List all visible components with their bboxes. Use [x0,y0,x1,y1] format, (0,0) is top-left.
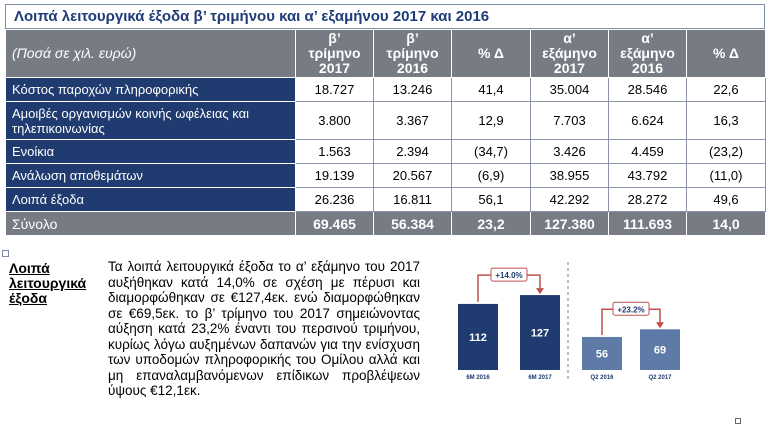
header-pct-q: % Δ [452,30,531,78]
table-cell: 43.792 [609,164,687,188]
header-q2-2016: β’ τρίμηνο 2016 [374,30,452,78]
table-cell: 6.624 [609,102,687,140]
bar-value-label: 127 [530,327,550,340]
table-cell: (11,0) [687,164,766,188]
arrow-head [536,288,544,294]
expenses-table [5,29,766,236]
arrow-head [656,322,664,328]
chart-6m [458,268,560,381]
table-cell: 41,4 [452,78,531,102]
table-row [6,78,766,102]
table-row [6,164,766,188]
table-cell: 28.546 [609,78,687,102]
bar-value-label: 69 [653,344,667,357]
header-6m-2016: α’ εξάμηνο 2016 [609,30,687,78]
row-label: Λοιπά έξοδα [6,188,296,212]
total-row [6,212,766,236]
table-cell: 3.800 [296,102,374,140]
commentary-text: Τα λοιπά λειτουργικά έξοδα το α’ εξάμηνο του 2017 αυξήθηκαν κατά 14,0% σε σχέση με πέρυσι και διαμορφώθηκαν σε €127,4εκ. ενώ διαμορφώθηκαν σε €69,5εκ. το β’ τρίμηνο του 2017 σημειώνοντας αύξηση κατά 23,2% έναντι του περσινού τριμήνου, κυρίως λόγω αυξημένων δαπανών για την ενίσχυση των υποδομών πληροφορικής του Ομίλου αλλά και μη επαναλαμβανόμενων επίδικων προβλέψεων ύψους €12,1εκ. [108,259,420,398]
header-pct-6m: % Δ [687,30,766,78]
table-cell: 12,9 [452,102,531,140]
table-cell: 3.426 [531,140,609,164]
total-cell: 127.380 [531,212,609,236]
table-cell: 19.139 [296,164,374,188]
table-cell: (34,7) [452,140,531,164]
growth-label: +14.0% [495,271,523,281]
total-cell: 56.384 [374,212,452,236]
total-label: Σύνολο [6,212,296,236]
table-cell: 13.246 [374,78,452,102]
table-cell: 3.367 [374,102,452,140]
bar-value-label: 56 [595,348,609,361]
table-cell: 16.811 [374,188,452,212]
total-cell: 69.465 [296,212,374,236]
category-label: Q2 2017 [648,375,672,381]
table-cell: 38.955 [531,164,609,188]
bar-value-label: 112 [469,331,487,344]
row-label: Κόστος παροχών πληροφορικής [6,78,296,102]
section-label: Λοιπά λειτουργικά έξοδα [9,260,87,306]
row-label: Ανάλωση αποθεμάτων [6,164,296,188]
corner-marker [735,418,741,424]
table-cell: (23,2) [687,140,766,164]
page-title: Λοιπά λειτουργικά έξοδα β’ τριμήνου και α’ εξαμήνου 2017 και 2016 [14,8,490,25]
table-cell: 16,3 [687,102,766,140]
header-q2-2017: β’ τρίμηνο 2017 [296,30,374,78]
title-box [5,4,765,29]
table-cell: 20.567 [374,164,452,188]
total-cell: 111.693 [609,212,687,236]
unit-label: (Ποσά σε χιλ. ευρώ) [6,30,296,78]
row-label: Ενοίκια [6,140,296,164]
anchor-marker [2,250,9,257]
table-cell: 4.459 [609,140,687,164]
table-cell: 2.394 [374,140,452,164]
table-cell: 18.727 [296,78,374,102]
total-cell: 23,2 [452,212,531,236]
table-cell: 42.292 [531,188,609,212]
growth-label: +23.2% [617,305,645,315]
table-row [6,140,766,164]
category-label: Q2 2016 [590,375,614,381]
table-cell: (6,9) [452,164,531,188]
category-label: 6M 2016 [466,375,490,381]
row-label: Αμοιβές οργανισμών κοινής ωφέλειας και τηλεπικοινωνίας [6,102,296,140]
table-cell: 56,1 [452,188,531,212]
comparison-charts [440,262,690,387]
category-label: 6M 2017 [528,375,552,381]
total-cell: 14,0 [687,212,766,236]
header-6m-2017: α’ εξάμηνο 2017 [531,30,609,78]
chart-q2 [582,302,680,381]
table-header-row [6,30,766,78]
table-cell: 26.236 [296,188,374,212]
table-cell: 7.703 [531,102,609,140]
table-row [6,188,766,212]
table-cell: 22,6 [687,78,766,102]
table-cell: 35.004 [531,78,609,102]
table-cell: 1.563 [296,140,374,164]
table-cell: 49,6 [687,188,766,212]
table-cell: 28.272 [609,188,687,212]
table-row [6,102,766,140]
